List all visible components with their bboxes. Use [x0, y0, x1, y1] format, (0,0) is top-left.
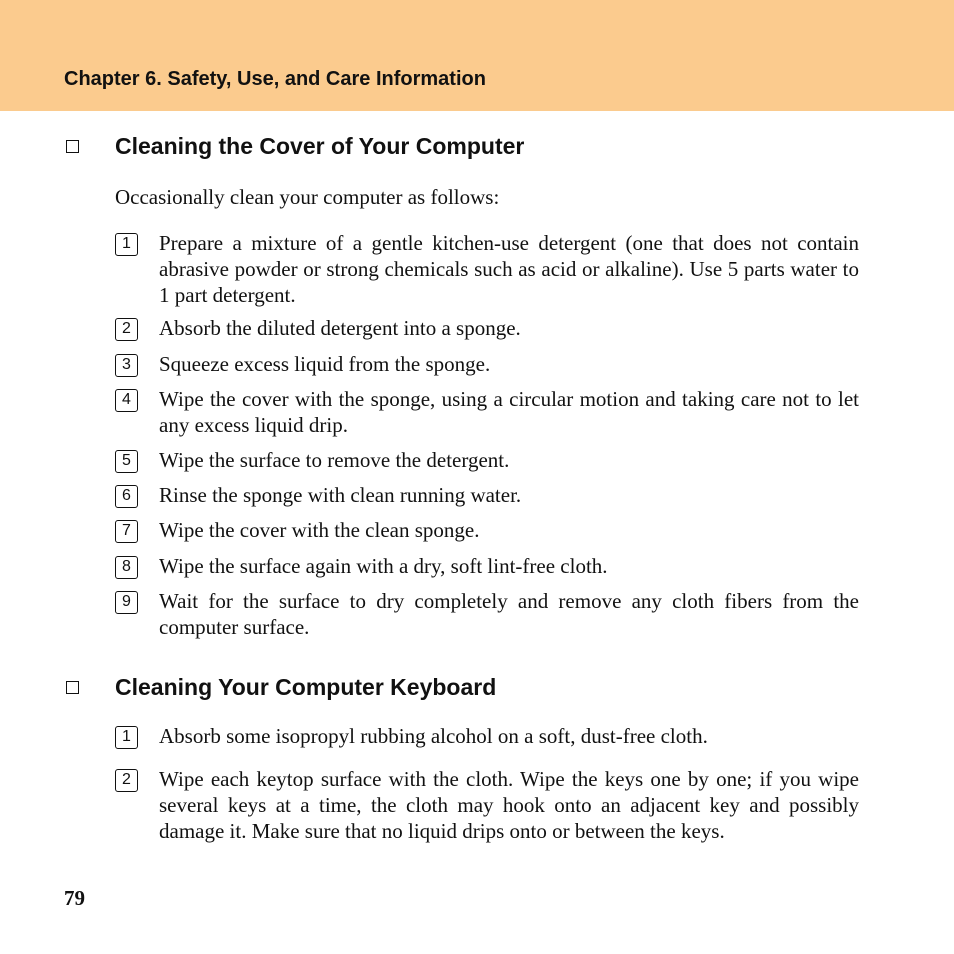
step-text: Prepare a mixture of a gentle kitchen-use detergent (one that does not contain abrasive powder or strong chemicals such as acid or alkaline). Use 5 parts water to 1 part detergent. [159, 231, 859, 307]
section-heading-text: Cleaning the Cover of Your Computer [115, 133, 525, 159]
chapter-header-band [0, 0, 954, 111]
step-text: Absorb some isopropyl rubbing alcohol on a soft, dust-free cloth. [159, 724, 708, 748]
step-number-icon: 8 [115, 556, 138, 579]
step-number-icon: 2 [115, 318, 138, 341]
square-bullet-icon [66, 681, 79, 694]
step-number-icon: 7 [115, 520, 138, 543]
page-number: 79 [64, 886, 85, 910]
section-heading-text: Cleaning Your Computer Keyboard [115, 674, 497, 700]
step-number-icon: 3 [115, 354, 138, 377]
step-number-icon: 4 [115, 389, 138, 412]
step-text: Wipe each keytop surface with the cloth. Wipe the keys one by one; if you wipe several keys at a time, the cloth may hook onto an adjacent key and possibly damage it. Make sure that no liquid drips onto or between the keys. [159, 767, 859, 843]
step-text: Wipe the cover with the sponge, using a circular motion and taking care not to let any excess liquid drip. [159, 387, 859, 437]
step-number-icon: 1 [115, 233, 138, 256]
chapter-title: Chapter 6. Safety, Use, and Care Information [64, 68, 486, 90]
step-text: Wipe the surface again with a dry, soft lint-free cloth. [159, 554, 608, 578]
step-text: Wait for the surface to dry completely and remove any cloth fibers from the computer surface. [159, 589, 859, 639]
step-text: Absorb the diluted detergent into a sponge. [159, 316, 521, 340]
step-text: Rinse the sponge with clean running water. [159, 483, 522, 507]
step-number-icon: 1 [115, 726, 138, 749]
step-number-icon: 2 [115, 769, 138, 792]
step-text: Wipe the surface to remove the detergent. [159, 448, 510, 472]
step-number-icon: 6 [115, 485, 138, 508]
step-text: Wipe the cover with the clean sponge. [159, 518, 480, 542]
step-number-icon: 9 [115, 591, 138, 614]
square-bullet-icon [66, 140, 79, 153]
step-text: Squeeze excess liquid from the sponge. [159, 352, 491, 376]
section-intro: Occasionally clean your computer as follows: [115, 185, 500, 209]
step-number-icon: 5 [115, 450, 138, 473]
